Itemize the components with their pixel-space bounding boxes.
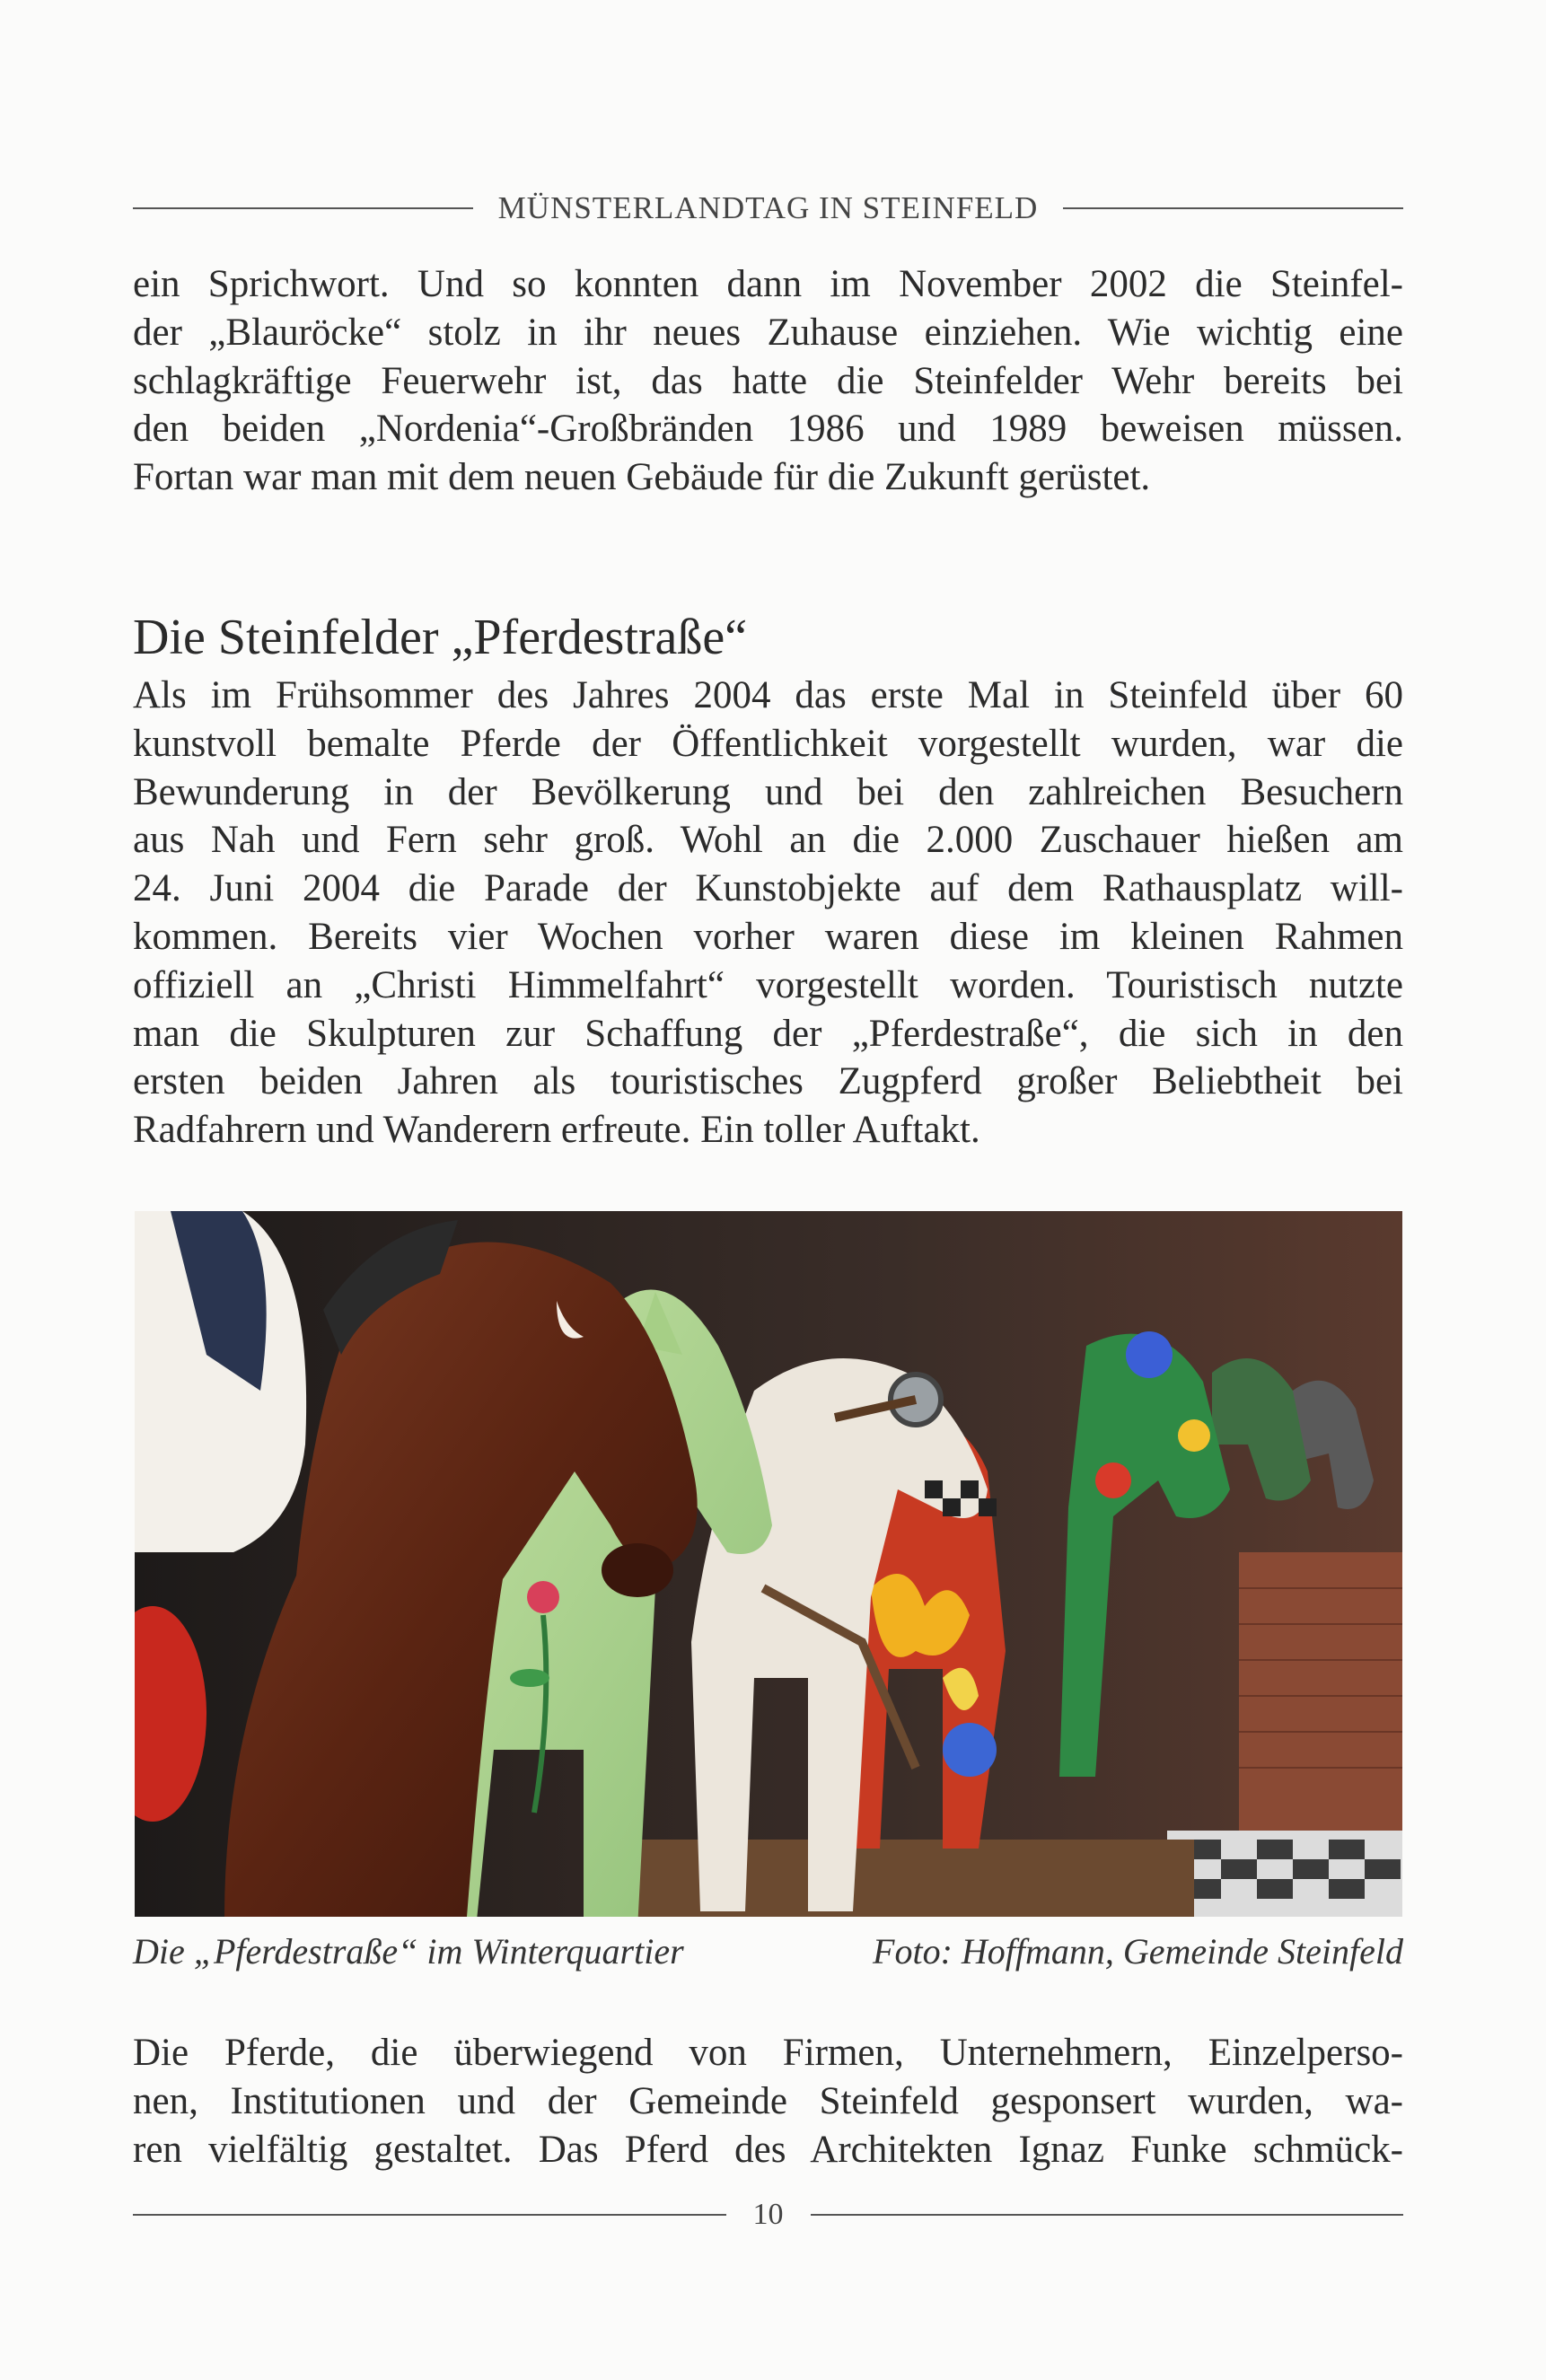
closing-line: ren vielfältig gestaltet. Das Pferd des Architekten Ignaz Funke schmück-: [133, 2128, 1403, 2171]
page-number: 10: [752, 2198, 784, 2231]
intro-line: schlagkräftige Feuerwehr ist, das hatte die Steinfelder Wehr bereits bei: [133, 359, 1403, 402]
intro-line: der „Blauröcke“ stolz in ihr neues Zuhause einziehen. Wie wichtig eine: [133, 311, 1403, 354]
running-head-rule-left: [133, 207, 473, 209]
section-line: Radfahrern und Wanderern erfreute. Ein toller Auftakt.: [133, 1109, 980, 1152]
section-heading: Die Steinfelder „Pferdestraße“: [133, 610, 748, 665]
page-footer: [133, 2198, 1403, 2232]
closing-line: Die Pferde, die überwiegend von Firmen, Unternehmern, Einzelperso-: [133, 2032, 1403, 2074]
running-head: [133, 190, 1403, 226]
section-line: 24. Juni 2004 die Parade der Kunstobjekte auf dem Rathausplatz will-: [133, 867, 1403, 910]
section-line: offiziell an „Christi Himmelfahrt“ vorgestellt worden. Touristisch nutzte: [133, 963, 1403, 1006]
photo-caption-title: Die „Pferdestraße“ im Winterquartier: [133, 1931, 684, 1972]
footer-rule-right: [811, 2214, 1404, 2216]
running-head-rule-right: [1063, 207, 1403, 209]
section-line: man die Skulpturen zur Schaffung der „Pferdestraße“, die sich in den: [133, 1012, 1403, 1055]
intro-line: ein Sprichwort. Und so konnten dann im November 2002 die Steinfel-: [133, 263, 1403, 305]
photo-caption: [133, 1930, 1403, 1972]
closing-line: nen, Institutionen und der Gemeinde Steinfeld gesponsert wurden, wa-: [133, 2079, 1403, 2122]
horse-sculptures-photo: [135, 1211, 1402, 1917]
section-paragraph: [133, 672, 1403, 1155]
section-line: kommen. Bereits vier Wochen vorher waren diese im kleinen Rahmen: [133, 915, 1403, 958]
horse-sculptures-illustration: [135, 1211, 1402, 1917]
intro-paragraph: [133, 260, 1403, 502]
running-head-title: MÜNSTERLANDTAG IN STEINFELD: [497, 190, 1039, 225]
footer-rule-left: [133, 2214, 726, 2216]
intro-line: Fortan war man mit dem neuen Gebäude für die Zukunft gerüstet.: [133, 456, 1151, 499]
section-line: ersten beiden Jahren als touristisches Zugpferd großer Beliebtheit bei: [133, 1060, 1403, 1103]
intro-line: den beiden „Nordenia“-Großbränden 1986 und 1989 beweisen müssen.: [133, 408, 1403, 451]
photo-credit: Foto: Hoffmann, Gemeinde Steinfeld: [873, 1931, 1403, 1972]
section-line: Als im Frühsommer des Jahres 2004 das erste Mal in Steinfeld über 60: [133, 674, 1403, 716]
section-line: kunstvoll bemalte Pferde der Öffentlichkeit vorgestellt wurden, war die: [133, 722, 1403, 765]
section-line: Bewunderung in der Bevölkerung und bei den zahlreichen Besuchern: [133, 770, 1403, 813]
section-line: aus Nah und Fern sehr groß. Wohl an die 2.000 Zuschauer hießen am: [133, 819, 1403, 862]
closing-paragraph: [133, 2029, 1403, 2174]
